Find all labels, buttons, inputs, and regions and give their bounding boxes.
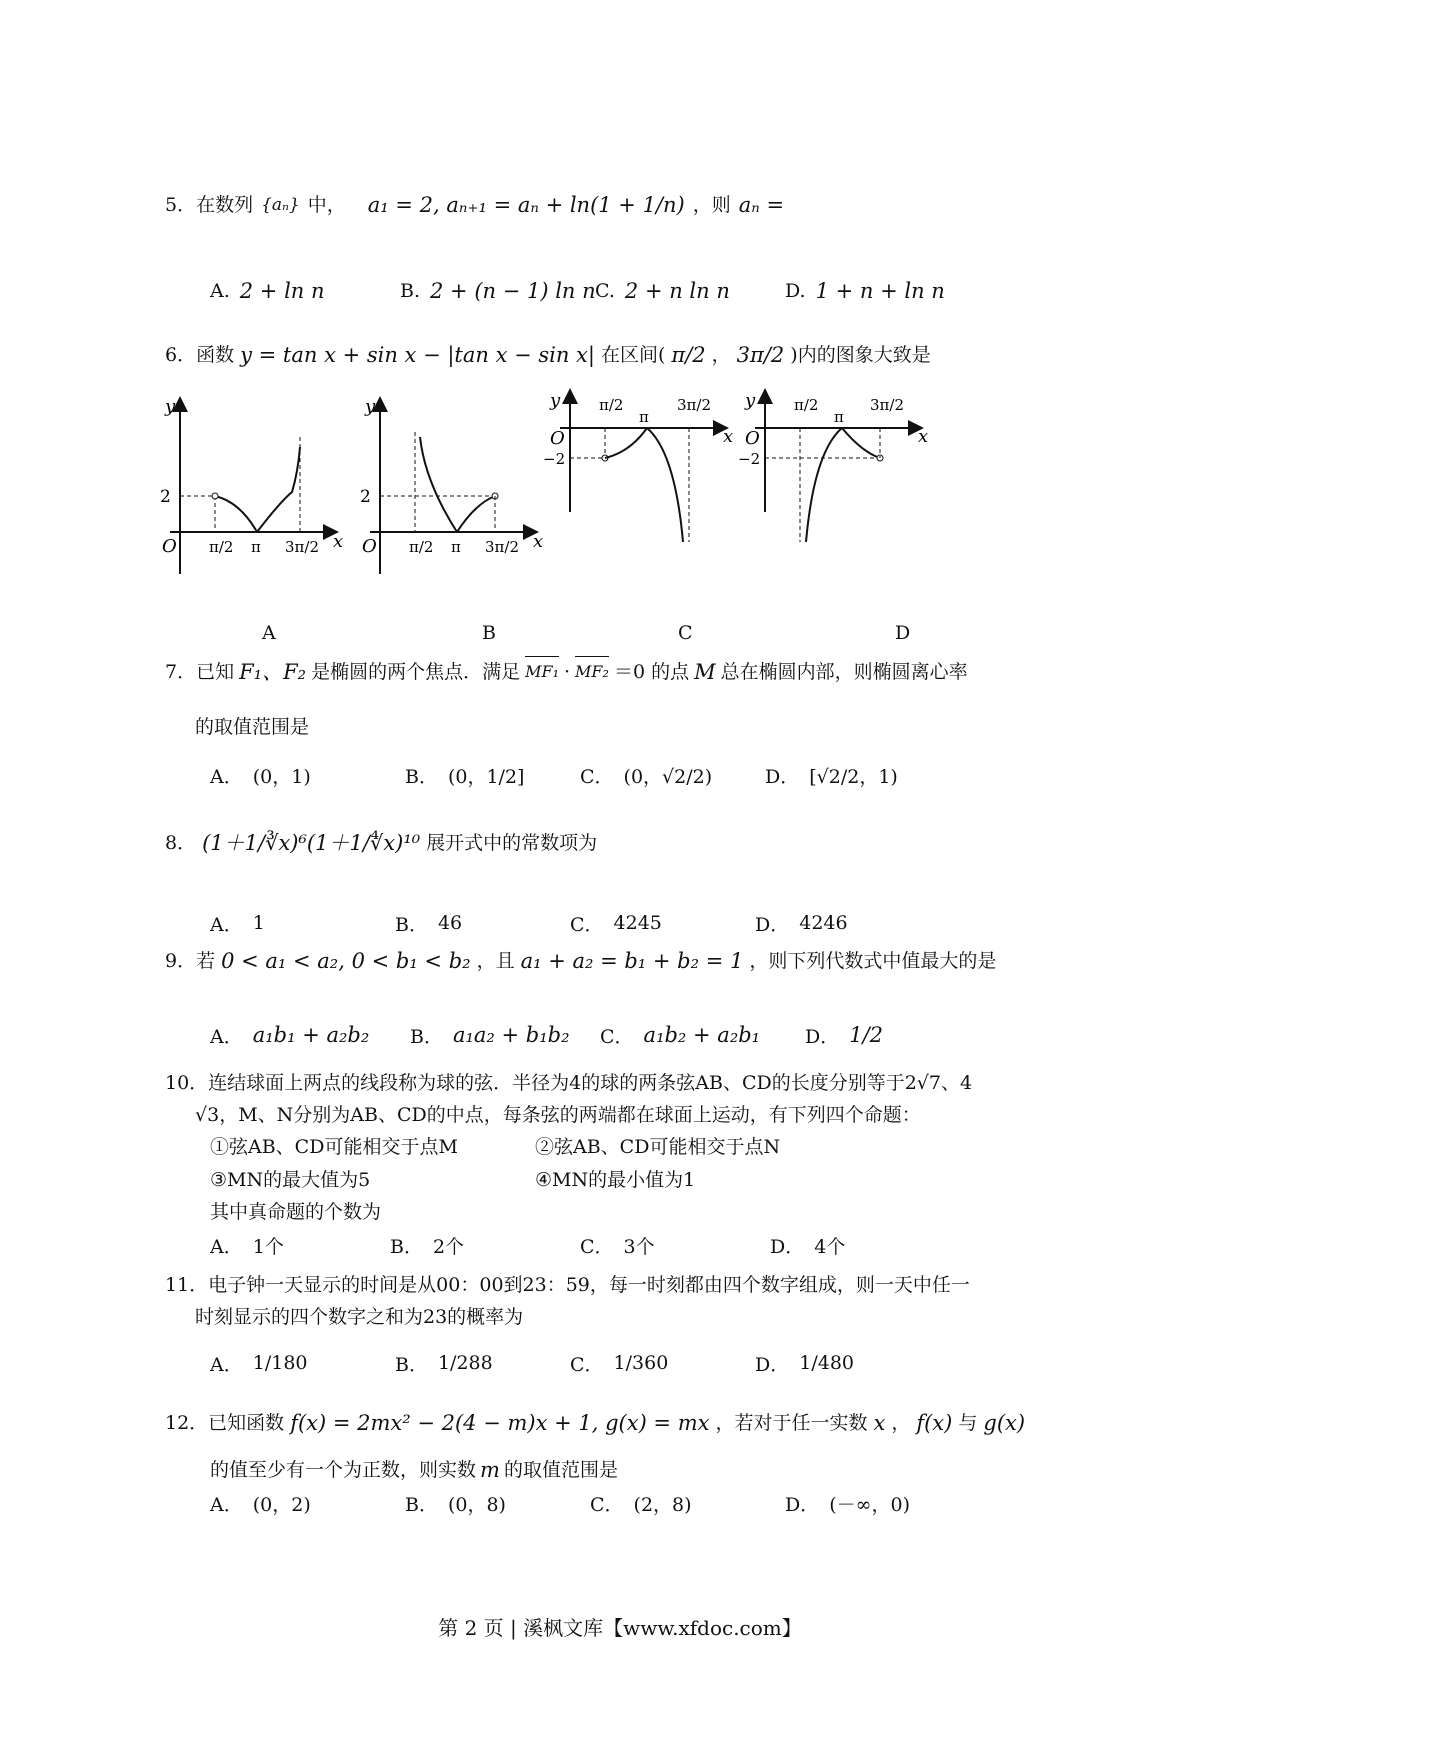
q10-ask: 其中真命题的个数为: [210, 1201, 382, 1223]
q11-options: [210, 1340, 1090, 1386]
option-label: A．: [210, 1353, 243, 1376]
option-label: A．: [210, 765, 243, 788]
q7-vec1: MF₁: [525, 656, 559, 687]
option-text: (0，1): [252, 765, 311, 788]
option-text: (0，2): [252, 1493, 311, 1516]
q5-option-b[interactable]: [400, 268, 596, 314]
option-label: B．: [405, 765, 438, 788]
option-label: C．: [580, 765, 614, 788]
option-text: 2 + ln n: [239, 279, 325, 303]
q9-suffix: ，则下列代数式中值最大的是: [749, 950, 997, 972]
option-label: D．: [765, 765, 800, 788]
q9-option-d[interactable]: [805, 1012, 883, 1058]
q7-option-b[interactable]: [405, 752, 524, 798]
option-text: 1/288: [437, 1352, 493, 1374]
axis-x-label: x: [918, 426, 929, 447]
option-text: 1/480: [799, 1352, 854, 1374]
option-label: D．: [755, 1353, 790, 1376]
option-label: B．: [405, 1493, 438, 1516]
graph-label-c: C: [678, 622, 693, 644]
q12-mid: ，若对于任一实数: [715, 1412, 868, 1434]
tick-3pi-half: 3π/2: [677, 396, 711, 414]
q6-formula: y = tan x + sin x − |tan x − sin x|: [240, 343, 595, 367]
q8-options: [210, 900, 1090, 946]
q12-m: m: [480, 1458, 500, 1482]
origin-label: O: [745, 428, 760, 449]
q8-option-a[interactable]: [210, 900, 265, 946]
q7-dot: ·: [564, 660, 571, 683]
q9-options: [210, 1012, 1090, 1058]
graph-a[interactable]: [160, 396, 343, 574]
q7-options: [210, 752, 1090, 798]
q8-prefix: 8．: [165, 832, 197, 854]
option-text: 2个: [432, 1235, 465, 1258]
q7-foci: F₁、F₂: [239, 659, 307, 684]
question-12: [165, 1408, 1085, 1438]
q8-suffix: 展开式中的常数项为: [426, 832, 598, 854]
option-text: 1: [252, 912, 265, 934]
q6-graphs: [160, 390, 1085, 662]
option-text: (0，1/2]: [447, 765, 525, 788]
q9-option-c[interactable]: [600, 1012, 760, 1058]
q9-option-b[interactable]: [410, 1012, 570, 1058]
q10-prop4: ④MN的最小值为1: [535, 1169, 696, 1191]
graph-d[interactable]: [738, 390, 928, 542]
q12-option-b[interactable]: [405, 1480, 506, 1526]
tick-pi-half: π/2: [794, 396, 819, 414]
q10-option-b[interactable]: [390, 1222, 464, 1268]
q5-formula: a₁ = 2, aₙ₊₁ = aₙ + ln(1 + 1/n): [367, 193, 685, 217]
tick-pi: π: [251, 538, 261, 556]
option-label: C．: [590, 1493, 624, 1516]
page-footer: 第 2 页 | 溪枫文库【www.xfdoc.com】: [438, 1616, 802, 1640]
axis-y-label: y: [550, 390, 561, 411]
q7-option-a[interactable]: [210, 752, 311, 798]
origin-label: O: [550, 428, 565, 449]
option-label: D．: [770, 1235, 805, 1258]
tick-pi-half: π/2: [209, 538, 234, 556]
option-text: 4245: [613, 912, 662, 934]
axis-x-label: x: [333, 531, 344, 552]
tick-neg2: −2: [738, 450, 761, 468]
q7-vec2: MF₂: [575, 656, 609, 687]
axis-y-label: y: [165, 396, 176, 417]
option-label: A．: [210, 1493, 243, 1516]
option-text: (0，√2/2): [623, 765, 713, 788]
q10-prop1: ①弦AB、CD可能相交于点M: [210, 1136, 458, 1158]
option-text: 1/180: [252, 1352, 308, 1374]
q9-prefix: 9．若: [165, 950, 216, 972]
option-text: a₁a₂ + b₁b₂: [452, 1023, 570, 1047]
axis-y-label: y: [745, 390, 756, 411]
graph-label-a: A: [262, 622, 276, 644]
q11-option-a[interactable]: [210, 1340, 308, 1386]
option-label: D．: [805, 1025, 840, 1048]
q11-option-d[interactable]: [755, 1340, 854, 1386]
question-5: [165, 190, 1085, 220]
option-label: C.: [595, 280, 615, 302]
graph-c[interactable]: [543, 390, 733, 542]
q7-prefix: 7．已知: [165, 660, 235, 683]
tick-3pi-half: 3π/2: [485, 538, 519, 556]
q7-line2: 的取值范围是: [195, 716, 310, 738]
tick-pi: π: [834, 408, 844, 426]
q5-seq: {aₙ}: [261, 195, 300, 215]
q10-prop3: ③MN的最大值为5: [210, 1169, 371, 1191]
option-text: 1/360: [613, 1352, 669, 1374]
option-label: D．: [755, 913, 790, 936]
tick-3pi-half: 3π/2: [870, 396, 904, 414]
axis-x-label: x: [723, 426, 734, 447]
q6-interval-left: π/2: [671, 343, 706, 367]
option-text: [√2/2，1): [809, 765, 898, 788]
q12-yu: 与: [958, 1412, 978, 1434]
q9-cond2: a₁ + a₂ = b₁ + b₂ = 1: [520, 949, 744, 973]
option-label: B．: [390, 1235, 423, 1258]
option-text: 4个: [814, 1235, 846, 1258]
option-text: (0，8): [447, 1493, 506, 1516]
option-text: 2 + n ln n: [624, 279, 730, 303]
tick-neg2: −2: [543, 450, 566, 468]
tick-pi: π: [451, 538, 461, 556]
q12-gx: g(x): [983, 1411, 1026, 1435]
q11-option-c[interactable]: [570, 1340, 668, 1386]
q12-option-c[interactable]: [590, 1480, 692, 1526]
q12-formula: f(x) = 2mx² − 2(4 − m)x + 1, g(x) = mx: [290, 1411, 710, 1435]
option-label: C．: [600, 1025, 634, 1048]
q11-option-b[interactable]: [395, 1340, 493, 1386]
option-text: 1 + n + ln n: [815, 279, 945, 303]
option-text: 1个: [252, 1235, 284, 1258]
q5-mid: 中，: [307, 194, 346, 216]
q12-sep: ，: [891, 1412, 911, 1434]
question-7: [165, 656, 1085, 687]
q8-option-d[interactable]: [755, 900, 848, 946]
option-label: A．: [210, 913, 243, 936]
q10-options: [210, 1222, 1090, 1268]
q5-prefix: 5．在数列: [165, 194, 254, 216]
option-text: 4246: [799, 912, 848, 934]
graph-b[interactable]: [360, 396, 543, 574]
option-label: B．: [395, 913, 428, 936]
q12-var: x: [873, 1411, 886, 1435]
q8-option-c[interactable]: [570, 900, 662, 946]
option-text: a₁b₂ + a₂b₁: [643, 1023, 761, 1047]
option-label: B．: [395, 1353, 428, 1376]
q9-cond1: 0 < a₁ < a₂, 0 < b₁ < b₂: [221, 949, 471, 973]
axis-x-label: x: [533, 531, 544, 552]
q7-suffix: 总在椭圆内部，则椭圆离心率: [720, 660, 968, 683]
origin-label: O: [162, 536, 177, 557]
q7-point: M: [694, 659, 716, 684]
q12-prefix: 12．已知函数: [165, 1412, 285, 1434]
option-text: 46: [437, 912, 463, 934]
option-label: C．: [570, 1353, 604, 1376]
q5-suffix: ，则: [692, 194, 731, 216]
q10-option-d[interactable]: [770, 1222, 845, 1268]
graph-label-d: D: [895, 622, 911, 644]
question-6: [165, 340, 1085, 370]
q11-line1: 11．电子钟一天显示的时间是从00：00到23：59，每一时刻都由四个数字组成，则一天中任一: [165, 1274, 970, 1296]
q9-option-a[interactable]: [210, 1012, 369, 1058]
q10-option-a[interactable]: [210, 1222, 284, 1268]
tick-2: 2: [160, 487, 171, 507]
q12-options: [210, 1480, 1090, 1526]
q7-eq0: ＝0 的点: [613, 660, 690, 683]
q11-line2: 时刻显示的四个数字之和为23的概率为: [195, 1306, 524, 1328]
q10-prop2: ②弦AB、CD可能相交于点N: [535, 1136, 781, 1158]
option-text: 2 + (n − 1) ln n: [430, 279, 596, 303]
tick-pi: π: [639, 408, 649, 426]
option-text: a₁b₁ + a₂b₂: [252, 1023, 370, 1047]
tick-3pi-half: 3π/2: [285, 538, 319, 556]
q6-prefix: 6．函数: [165, 344, 235, 366]
q6-sep: ，: [711, 344, 731, 366]
option-text: 3个: [623, 1235, 655, 1258]
q7-mid: 是椭圆的两个焦点．满足: [311, 660, 521, 683]
q8-expr: (1＋1/∛x)⁶(1＋1/∜x)¹⁰: [202, 831, 421, 855]
option-label: A.: [210, 280, 230, 302]
q5-ask: aₙ =: [738, 193, 785, 217]
option-label: B.: [400, 280, 421, 302]
option-label: B．: [410, 1025, 443, 1048]
q9-mid: ，且: [476, 950, 515, 972]
tick-pi-half: π/2: [599, 396, 624, 414]
graph-label-b: B: [482, 622, 496, 644]
origin-label: O: [362, 536, 377, 557]
option-text: (－∞，0): [829, 1493, 910, 1516]
option-label: D.: [785, 280, 806, 302]
q6-interval-right: 3π/2: [736, 343, 785, 367]
q8-option-b[interactable]: [395, 900, 462, 946]
tick-pi-half: π/2: [409, 538, 434, 556]
q12-line2-prefix: 的值至少有一个为正数，则实数: [210, 1459, 477, 1481]
q5-option-c[interactable]: [595, 268, 730, 314]
option-label: A．: [210, 1025, 243, 1048]
q12-option-d[interactable]: [785, 1480, 910, 1526]
q6-mid: 在区间(: [600, 344, 666, 366]
option-label: D．: [785, 1493, 820, 1516]
q12-fx: f(x): [916, 1411, 953, 1435]
q10-option-c[interactable]: [580, 1222, 655, 1268]
q6-suffix: )内的图象大致是: [790, 344, 931, 366]
axis-y-label: y: [365, 396, 376, 417]
q5-option-a[interactable]: [210, 268, 325, 314]
q7-option-d[interactable]: [765, 752, 898, 798]
q12-option-a[interactable]: [210, 1480, 311, 1526]
tick-2: 2: [360, 487, 371, 507]
q5-option-d[interactable]: [785, 268, 945, 314]
option-text: 1/2: [849, 1023, 884, 1047]
option-label: C．: [580, 1235, 614, 1258]
option-text: (2，8): [633, 1493, 692, 1516]
option-label: A．: [210, 1235, 243, 1258]
option-label: C．: [570, 913, 604, 936]
q5-options: [210, 268, 1090, 314]
question-9: [165, 946, 1085, 976]
question-8: [165, 828, 1085, 858]
q7-option-c[interactable]: [580, 752, 712, 798]
q12-line2-suffix: 的取值范围是: [503, 1459, 618, 1481]
q10-line1: 10．连结球面上两点的线段称为球的弦．半径为4的球的两条弦AB、CD的长度分别等于2√7、4: [165, 1072, 973, 1094]
q10-line2: √3，M、N分别为AB、CD的中点，每条弦的两端都在球面上运动，有下列四个命题：: [195, 1104, 921, 1126]
